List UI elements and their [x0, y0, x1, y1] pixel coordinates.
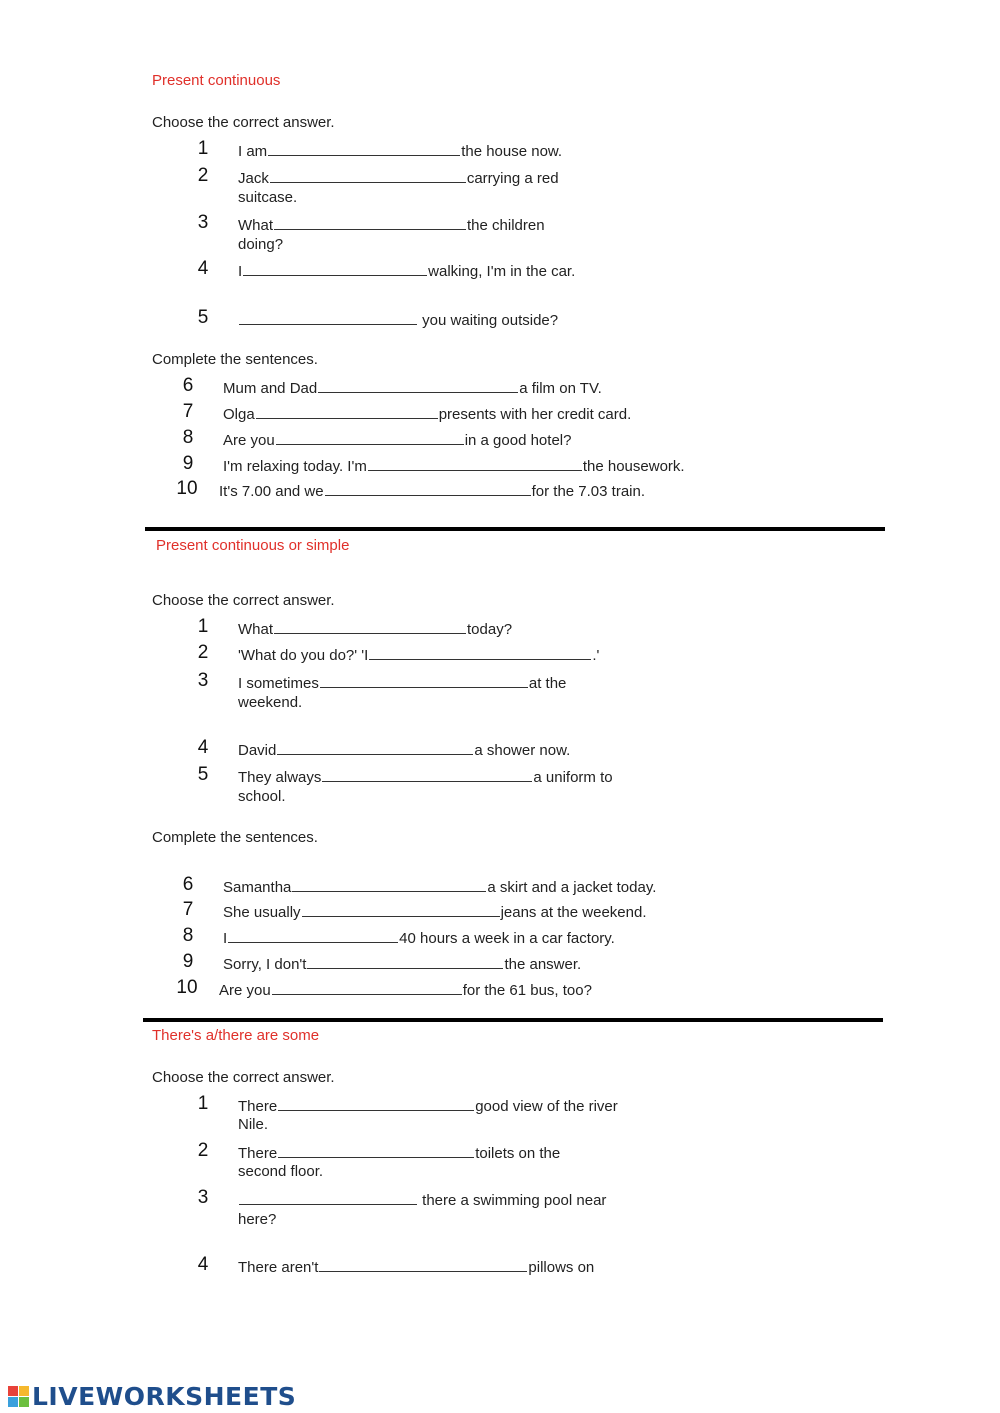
question-item	[219, 980, 592, 1001]
answer-blank[interactable]	[368, 456, 582, 471]
question-text-before: She usually	[223, 904, 301, 921]
question-item	[238, 1190, 606, 1211]
question-item	[223, 378, 602, 399]
question-item	[238, 673, 566, 694]
answer-blank[interactable]	[239, 1190, 417, 1205]
question-text-after: for the 61 bus, too?	[462, 982, 592, 999]
question-item	[223, 877, 656, 898]
question-text-after: toilets on the	[475, 1145, 561, 1162]
question-item	[238, 740, 570, 761]
brand-name: LIVEWORKSHEETS	[32, 1382, 297, 1411]
question-text-after: a film on TV.	[519, 380, 602, 397]
question-text-after: a shower now.	[474, 742, 571, 759]
question-text-before: Samantha	[223, 879, 292, 896]
question-text-after: at the	[528, 675, 567, 692]
question-text-after: a uniform to	[533, 769, 613, 786]
question-text-after: there a swimming pool near	[418, 1192, 607, 1209]
question-text-before: I sometimes	[238, 675, 319, 692]
question-item	[238, 1257, 594, 1278]
question-number: 2	[197, 642, 209, 663]
question-text-after: presents with her credit card.	[438, 406, 632, 423]
liveworksheets-logo	[8, 1382, 296, 1411]
question-text-before: Sorry, I don't	[223, 956, 307, 973]
answer-blank[interactable]	[276, 430, 464, 445]
answer-blank[interactable]	[325, 481, 531, 496]
question-item	[238, 645, 599, 666]
question-text-before: Jack	[238, 170, 269, 187]
question-text-after: today?	[467, 621, 513, 638]
question-item	[238, 141, 562, 162]
instruction-complete: Complete the sentences.	[152, 351, 318, 368]
question-continuation: doing?	[238, 236, 284, 253]
question-item	[238, 261, 575, 282]
section-title-theres-a-there-are-some: There's a/there are some	[152, 1027, 320, 1044]
question-text-before: What	[238, 217, 274, 234]
answer-blank[interactable]	[320, 673, 528, 688]
question-text-after: in a good hotel?	[464, 432, 572, 449]
question-continuation: school.	[238, 788, 286, 805]
question-text-before: There	[238, 1145, 278, 1162]
question-item	[238, 310, 558, 331]
question-number: 8	[182, 427, 194, 448]
question-text-before: 'What do you do?' 'I	[238, 647, 369, 664]
question-number: 4	[197, 737, 209, 758]
question-text-before: There	[238, 1098, 278, 1115]
question-text-after: you waiting outside?	[418, 312, 559, 329]
answer-blank[interactable]	[228, 928, 398, 943]
answer-blank[interactable]	[274, 619, 466, 634]
question-continuation: Nile.	[238, 1116, 269, 1133]
answer-blank[interactable]	[243, 261, 427, 276]
question-number: 5	[197, 764, 209, 785]
question-number: 4	[197, 1254, 209, 1275]
question-number: 2	[197, 165, 209, 186]
question-number: 7	[182, 401, 194, 422]
answer-blank[interactable]	[318, 378, 518, 393]
question-item	[223, 430, 571, 451]
question-number: 5	[197, 307, 209, 328]
question-number: 1	[197, 138, 209, 159]
question-item	[238, 1096, 618, 1117]
instruction-choose: Choose the correct answer.	[152, 114, 335, 131]
question-number: 10	[176, 977, 198, 998]
question-continuation: second floor.	[238, 1163, 324, 1180]
question-text-after: the house now.	[461, 143, 563, 160]
answer-blank[interactable]	[239, 310, 417, 325]
question-text-after: the housework.	[582, 458, 685, 475]
question-item	[238, 215, 545, 236]
question-text-after: .'	[592, 647, 600, 664]
question-text-before: There aren't	[238, 1259, 319, 1276]
answer-blank[interactable]	[278, 1096, 474, 1111]
question-text-after: 40 hours a week in a car factory.	[399, 930, 615, 947]
question-item	[223, 954, 581, 975]
question-text-before: Are you	[223, 432, 275, 449]
question-number: 9	[182, 453, 194, 474]
question-number: 7	[182, 899, 194, 920]
answer-blank[interactable]	[256, 404, 438, 419]
question-text-after: carrying a red	[466, 170, 559, 187]
question-text-after: jeans at the weekend.	[500, 904, 647, 921]
question-item	[223, 928, 615, 949]
question-continuation: weekend.	[238, 694, 303, 711]
question-item	[223, 902, 647, 923]
question-number: 3	[197, 670, 209, 691]
question-number: 2	[197, 1140, 209, 1161]
question-text-after: the answer.	[504, 956, 582, 973]
question-item	[238, 1143, 560, 1164]
question-number: 1	[197, 1093, 209, 1114]
question-text-after: walking, I'm in the car.	[428, 263, 576, 280]
question-number: 1	[197, 616, 209, 637]
answer-blank[interactable]	[274, 215, 466, 230]
question-number: 8	[182, 925, 194, 946]
answer-blank[interactable]	[277, 740, 473, 755]
question-number: 6	[182, 874, 194, 895]
answer-blank[interactable]	[278, 1143, 474, 1158]
question-text-before: They always	[238, 769, 322, 786]
question-item	[238, 767, 613, 788]
question-number: 6	[182, 375, 194, 396]
question-item	[238, 168, 559, 189]
section-title-present-continuous-or-simple: Present continuous or simple	[156, 537, 350, 554]
section-title-present-continuous: Present continuous	[152, 72, 281, 89]
question-number: 3	[197, 212, 209, 233]
question-text-after: a skirt and a jacket today.	[487, 879, 657, 896]
answer-blank[interactable]	[319, 1257, 527, 1272]
question-text-before: I	[223, 930, 228, 947]
question-text-before: I	[238, 263, 243, 280]
question-number: 10	[176, 478, 198, 499]
answer-blank[interactable]	[270, 168, 466, 183]
answer-blank[interactable]	[272, 980, 462, 995]
question-text-before: David	[238, 742, 277, 759]
question-text-before: Olga	[223, 406, 255, 423]
answer-blank[interactable]	[268, 141, 460, 156]
answer-blank[interactable]	[322, 767, 532, 782]
question-text-after: the children	[467, 217, 545, 234]
question-text-before: Are you	[219, 982, 271, 999]
question-number: 3	[197, 1187, 209, 1208]
question-item	[219, 481, 645, 502]
question-item	[238, 619, 512, 640]
instruction-choose: Choose the correct answer.	[152, 1069, 335, 1086]
question-text-after: for the 7.03 train.	[531, 483, 646, 500]
question-text-before: It's 7.00 and we	[219, 483, 324, 500]
answer-blank[interactable]	[302, 902, 500, 917]
question-text-after: pillows on	[528, 1259, 595, 1276]
logo-cube-icon	[8, 1386, 29, 1407]
question-number: 4	[197, 258, 209, 279]
section-divider	[143, 1018, 883, 1022]
answer-blank[interactable]	[369, 645, 591, 660]
question-continuation: suitcase.	[238, 189, 298, 206]
question-number: 9	[182, 951, 194, 972]
question-text-before: I am	[238, 143, 268, 160]
instruction-choose: Choose the correct answer.	[152, 592, 335, 609]
answer-blank[interactable]	[292, 877, 486, 892]
answer-blank[interactable]	[307, 954, 503, 969]
question-text-before: What	[238, 621, 274, 638]
question-item	[223, 404, 631, 425]
question-continuation: here?	[238, 1211, 277, 1228]
instruction-complete: Complete the sentences.	[152, 829, 318, 846]
question-text-before: Mum and Dad	[223, 380, 318, 397]
question-text-after: good view of the river	[475, 1098, 618, 1115]
question-text-before: I'm relaxing today. I'm	[223, 458, 367, 475]
question-item	[223, 456, 685, 477]
section-divider	[145, 527, 885, 531]
